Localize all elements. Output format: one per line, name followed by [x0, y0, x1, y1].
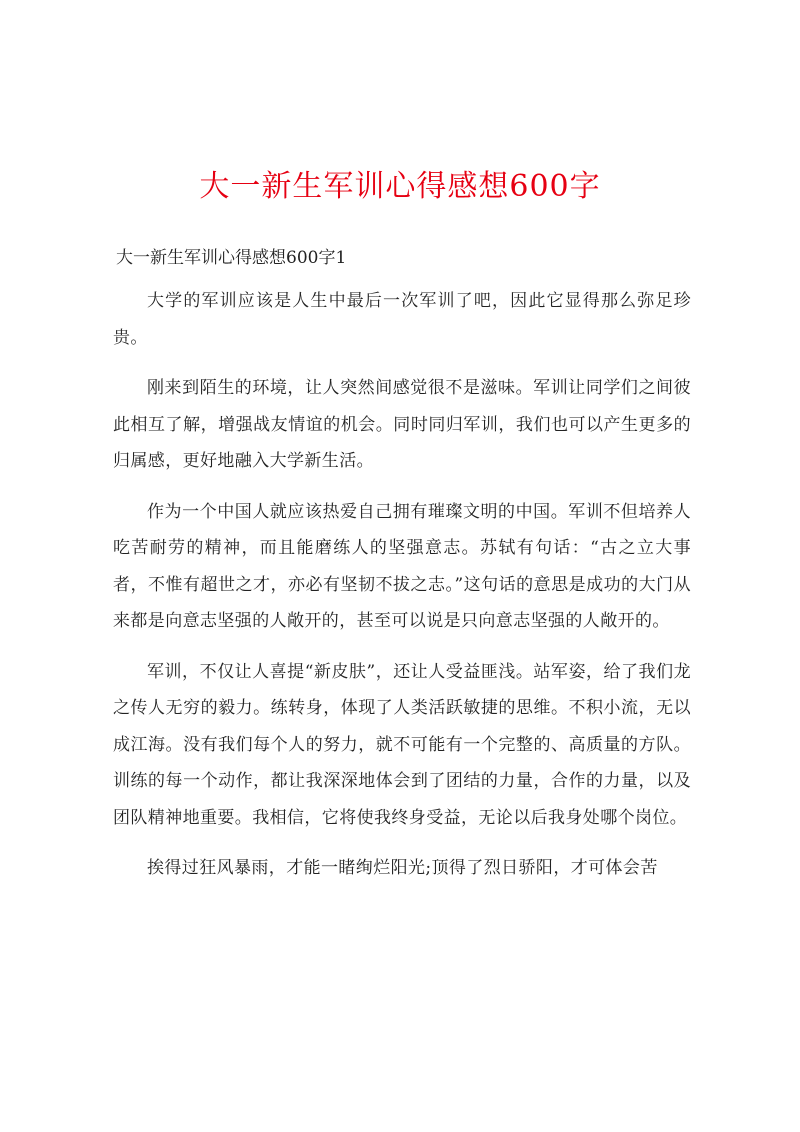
paragraph-5: 挨得过狂风暴雨，才能一睹绚烂阳光;顶得了烈日骄阳，才可体会苦 [147, 858, 658, 878]
paragraph-1: 大学的军训应该是人生中最后一次军训了吧，因此它显得那么弥足珍贵。 [113, 291, 691, 348]
paragraph-3: 作为一个中国人就应该热爱自己拥有璀璨文明的中国。军训不但培养人吃苦耐劳的精神，而且能磨练人的坚强意志。苏轼有句话：“古之立大事者，不惟有超世之才，亦必有坚韧不拔之志。”这句话的意思是成功的大门从来都是向意志坚强的人敞开的，甚至可以说是只向意志坚强的人敞开的。 [113, 501, 691, 631]
paragraph-4: 军训，不仅让人喜提“新皮肤”，还让人受益匪浅。站军姿，给了我们龙之传人无穷的毅力。练转身，体现了人类活跃敏捷的思维。不积小流，无以成江海。没有我们每个人的努力，就不可能有一个完整的、高质量的方队。训练的每一个动作，都让我深深地体会到了团结的力量，合作的力量，以及团队精神地重要。我相信，它将使我终身受益，无论以后我身处哪个岗位。 [113, 661, 691, 828]
body-text [113, 283, 691, 901]
section-heading: 大一新生军训心得感想600字1 [116, 248, 347, 268]
page-title: 大一新生军训心得感想600字 [199, 169, 601, 204]
paragraph-2: 刚来到陌生的环境，让人突然间感觉很不是滋味。军训让同学们之间彼此相互了解，增强战友情谊的机会。同时同归军训，我们也可以产生更多的归属感，更好地融入大学新生活。 [113, 378, 691, 471]
